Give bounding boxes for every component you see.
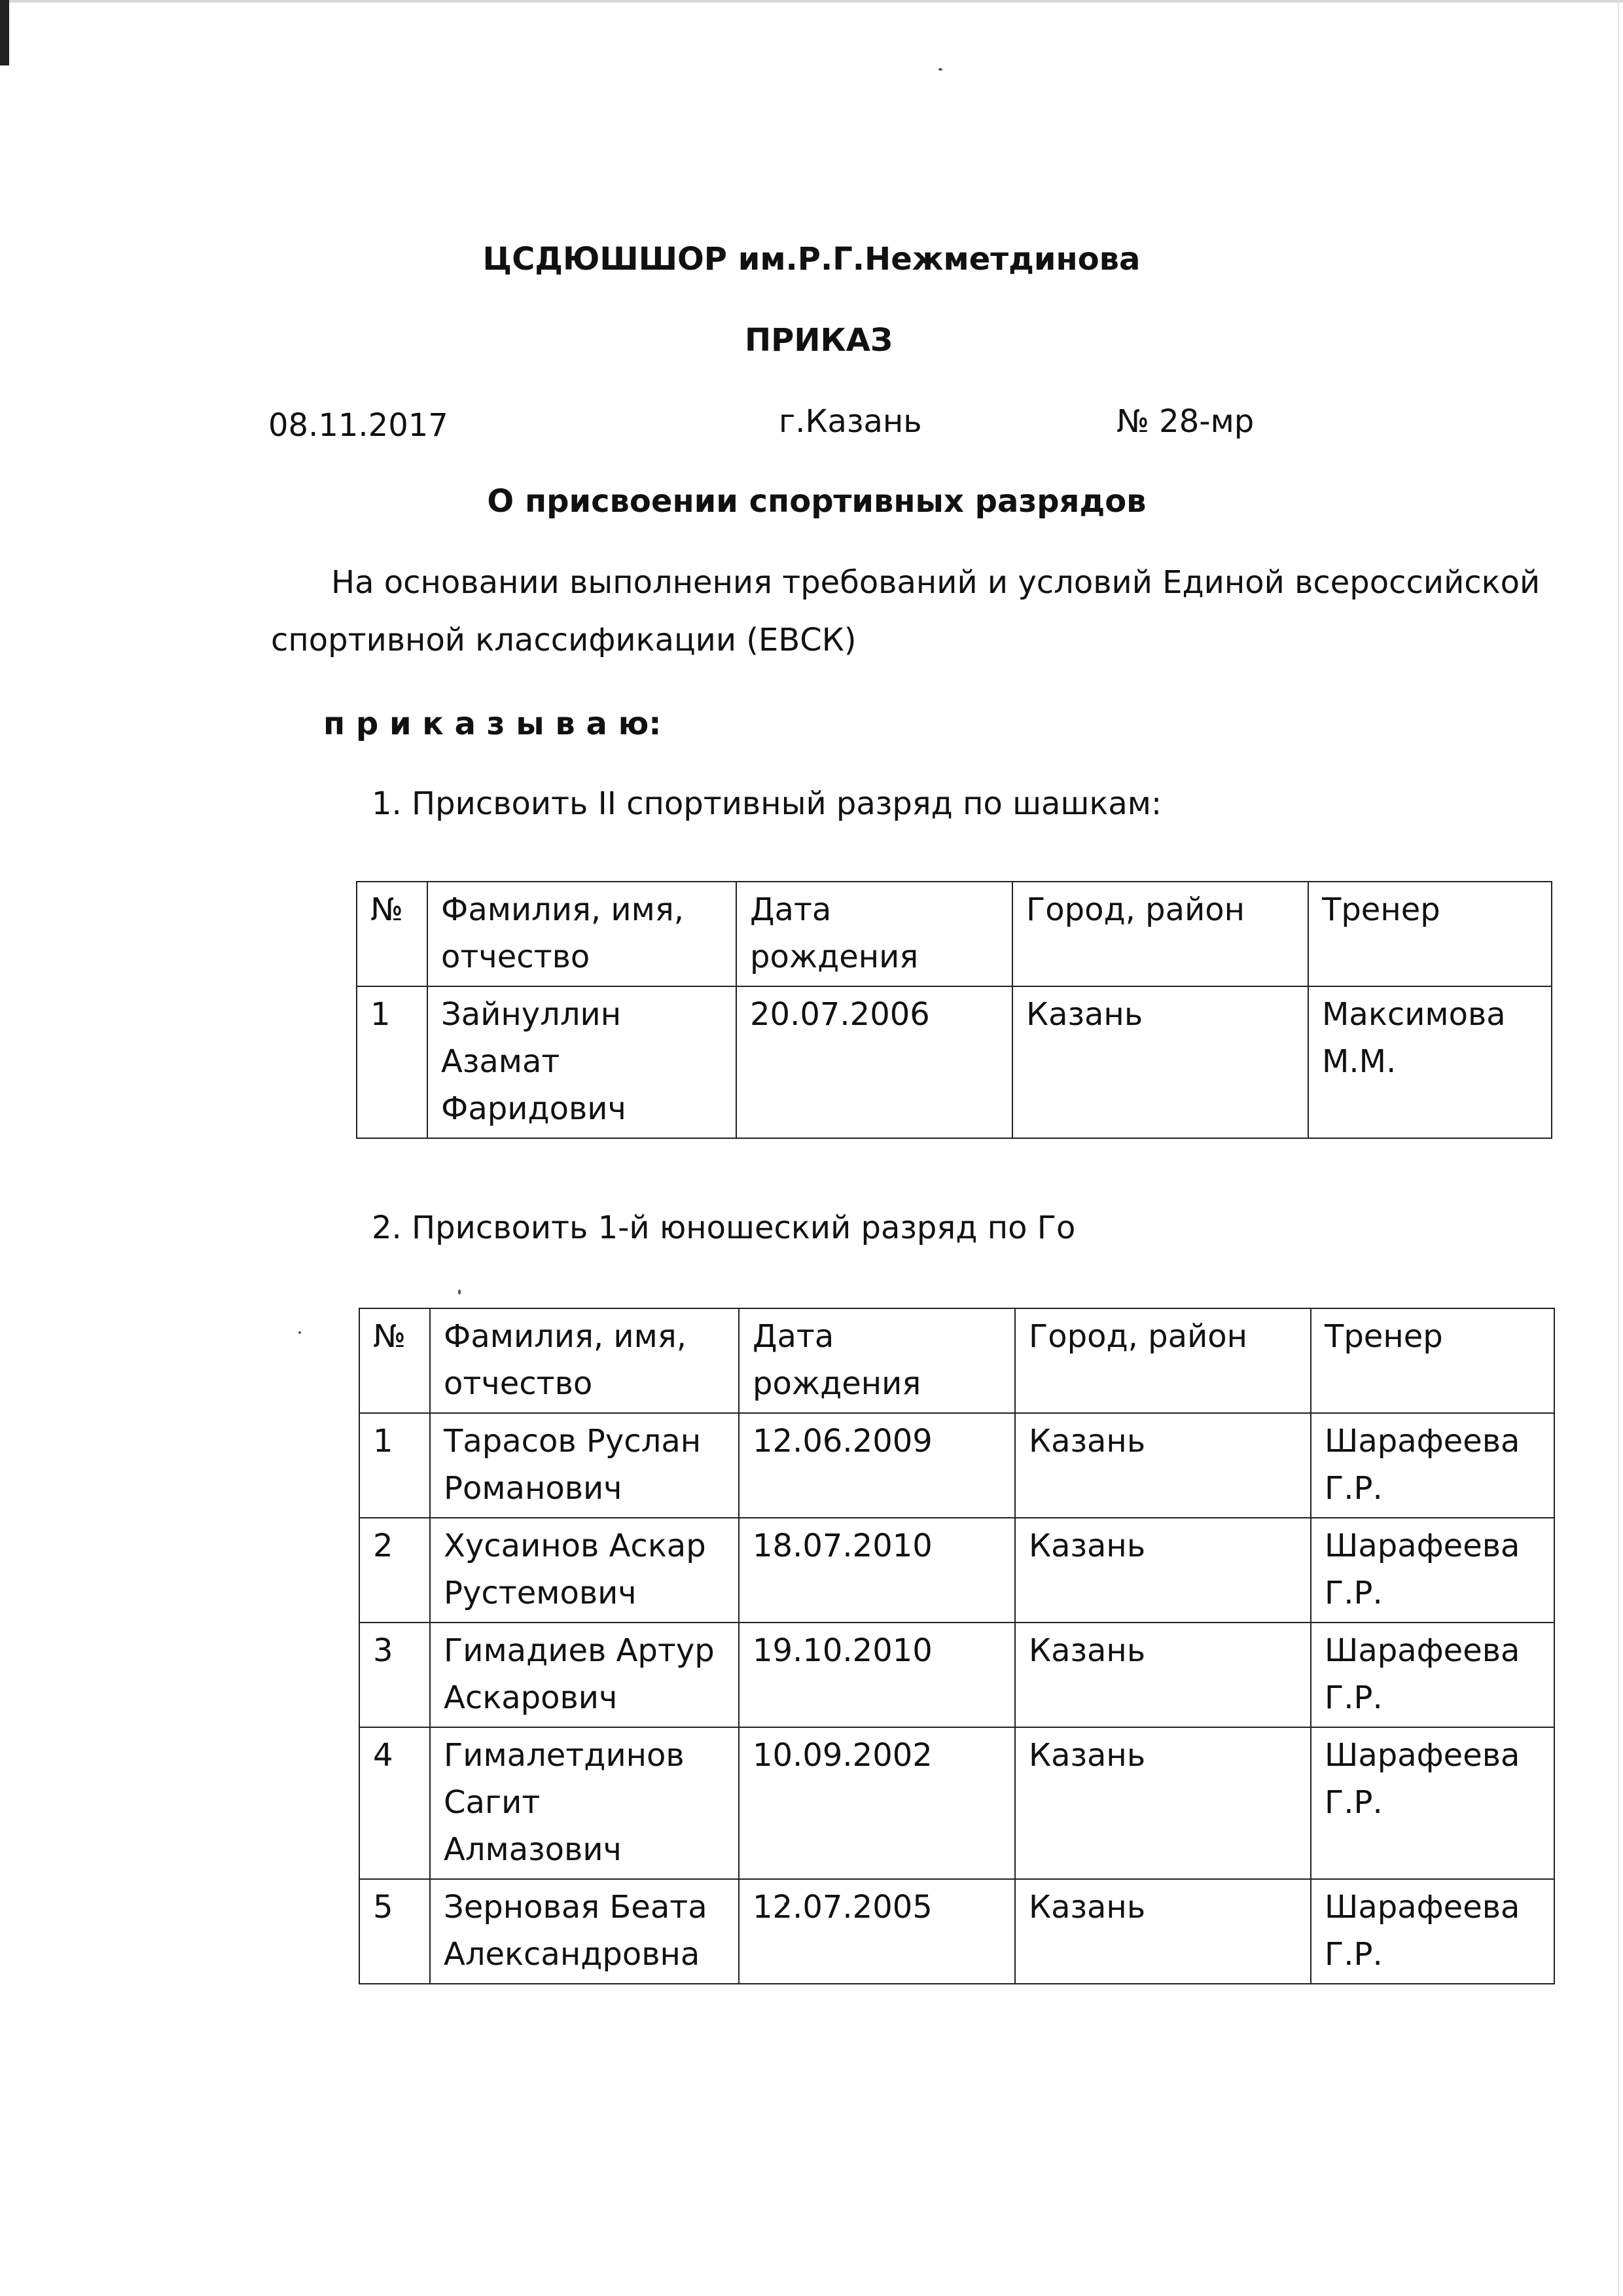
cell-city: Казань <box>1015 1727 1311 1879</box>
cell-birthdate: 12.07.2005 <box>739 1879 1015 1984</box>
header-cell-coach: Тренер <box>1308 882 1552 986</box>
cell-coach: Шарафеева Г.Р. <box>1311 1727 1554 1879</box>
cell-name: Хусаинов Аскар Рустемович <box>430 1518 739 1623</box>
cell-city: Казань <box>1015 1518 1311 1623</box>
document-type: ПРИКАЗ <box>744 322 893 359</box>
scan-edge-left <box>0 0 9 65</box>
cell-number: 2 <box>359 1518 430 1623</box>
section-1-table <box>356 881 1552 1139</box>
table-row <box>357 986 1552 1138</box>
header-cell-birthdate: Дата рождения <box>736 882 1012 986</box>
order-date: 08.11.2017 <box>268 407 448 444</box>
table-row <box>359 1879 1554 1984</box>
cell-coach: Шарафеева Г.Р. <box>1311 1623 1554 1727</box>
cell-city: Казань <box>1015 1413 1311 1518</box>
cell-birthdate: 18.07.2010 <box>739 1518 1015 1623</box>
cell-name: Зайнуллин Азамат Фаридович <box>427 986 736 1138</box>
cell-coach: Шарафеева Г.Р. <box>1311 1413 1554 1518</box>
table-header-row <box>359 1308 1554 1413</box>
order-subject: О присвоении спортивных разрядов <box>487 483 1147 520</box>
section-1-title: 1. Присвоить II спортивный разряд по шашкам: <box>372 785 1162 822</box>
organization-name: ЦСДЮШШОР им.Р.Г.Нежметдинова <box>482 241 1141 278</box>
scan-speck <box>458 1289 461 1295</box>
header-cell-city: Город, район <box>1015 1308 1311 1413</box>
scan-speck <box>938 68 942 71</box>
cell-name: Гималетдинов Сагит Алмазович <box>430 1727 739 1879</box>
basis-line-1: На основании выполнения требований и условий Единой всероссийской <box>331 564 1541 601</box>
header-cell-name: Фамилия, имя, отчество <box>430 1308 739 1413</box>
table-header-row <box>357 882 1552 986</box>
order-word: п р и к а з ы в а ю: <box>323 706 662 742</box>
cell-name: Гимадиев Артур Аскарович <box>430 1623 739 1727</box>
cell-name: Зерновая Беата Александровна <box>430 1879 739 1984</box>
header-cell-number: № <box>357 882 427 986</box>
cell-coach: Шарафеева Г.Р. <box>1311 1518 1554 1623</box>
header-cell-coach: Тренер <box>1311 1308 1554 1413</box>
cell-birthdate: 19.10.2010 <box>739 1623 1015 1727</box>
section-2-title: 2. Присвоить 1-й юношеский разряд по Го <box>372 1210 1076 1246</box>
basis-line-2: спортивной классификации (ЕВСК) <box>271 622 857 658</box>
cell-number: 1 <box>359 1413 430 1518</box>
cell-number: 1 <box>357 986 427 1138</box>
cell-coach: Максимова М.М. <box>1308 986 1552 1138</box>
cell-birthdate: 12.06.2009 <box>739 1413 1015 1518</box>
table-row <box>359 1623 1554 1727</box>
header-cell-city: Город, район <box>1012 882 1308 986</box>
order-number: № 28-мр <box>1116 403 1255 440</box>
table-row <box>359 1727 1554 1879</box>
cell-city: Казань <box>1015 1879 1311 1984</box>
cell-city: Казань <box>1012 986 1308 1138</box>
cell-coach: Шарафеева Г.Р. <box>1311 1879 1554 1984</box>
order-city: г.Казань <box>779 403 922 440</box>
scan-edge-top <box>0 0 1623 3</box>
scan-speck <box>298 1331 301 1334</box>
header-cell-birthdate: Дата рождения <box>739 1308 1015 1413</box>
cell-city: Казань <box>1015 1623 1311 1727</box>
header-cell-name: Фамилия, имя, отчество <box>427 882 736 986</box>
cell-birthdate: 10.09.2002 <box>739 1727 1015 1879</box>
table-row <box>359 1518 1554 1623</box>
header-cell-number: № <box>359 1308 430 1413</box>
cell-number: 5 <box>359 1879 430 1984</box>
table-row <box>359 1413 1554 1518</box>
cell-number: 3 <box>359 1623 430 1727</box>
cell-birthdate: 20.07.2006 <box>736 986 1012 1138</box>
cell-number: 4 <box>359 1727 430 1879</box>
cell-name: Тарасов Руслан Романович <box>430 1413 739 1518</box>
section-2-table <box>359 1308 1555 1984</box>
